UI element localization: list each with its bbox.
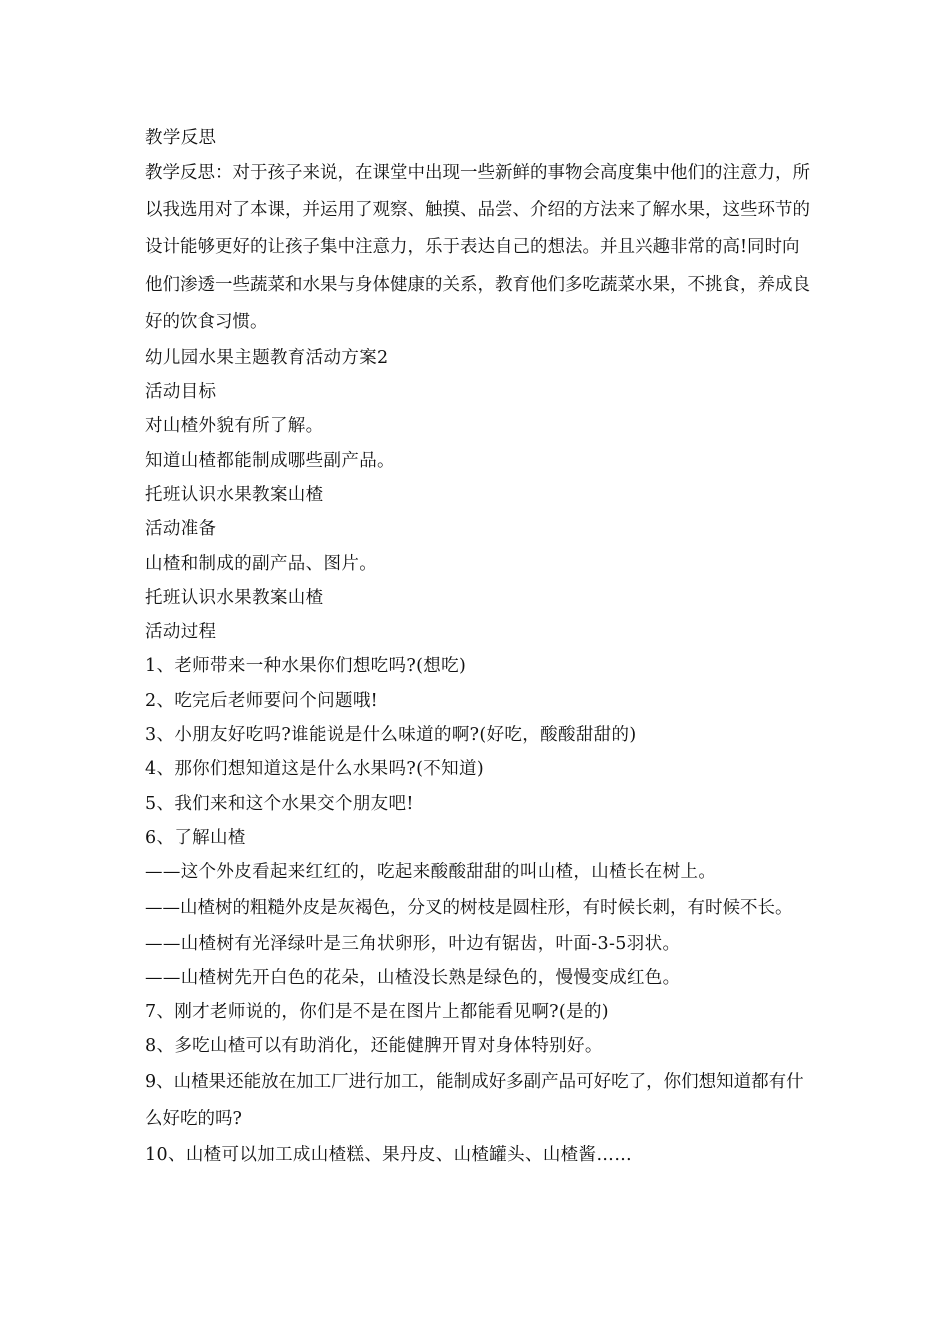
process-step: 1、老师带来一种水果你们想吃吗?(想吃) (145, 656, 467, 677)
process-step: 7、刚才老师说的，你们是不是在图片上都能看见啊?(是的) (145, 1002, 609, 1023)
reflection-heading: 教学反思 (145, 128, 217, 148)
dash-item: ——山楂树的粗糙外皮是灰褐色，分叉的树枝是圆柱形，有时候长刺，有时候不长。 (145, 897, 793, 918)
dash-item: ——山楂树有光泽绿叶是三角状卵形，叶边有锯齿，叶面-3-5羽状。 (145, 933, 681, 954)
lesson-subtitle: 托班认识水果教案山楂 (145, 587, 324, 608)
goal-item: 知道山楂都能制成哪些副产品。 (145, 450, 395, 471)
dash-item: ——这个外皮看起来红红的，吃起来酸酸甜甜的叫山楂，山楂长在树上。 (145, 862, 717, 883)
process-step: 10、山楂可以加工成山楂糕、果丹皮、山楂罐头、山楂酱…… (145, 1144, 633, 1165)
reflection-paragraph: 教学反思：对于孩子来说，在课堂中出现一些新鲜的事物会高度集中他们的注意力，所以我选用对了本课，并运用了观察、触摸、品尝、介绍的方法来了解水果，这些环节的设计能够更好的让孩子集中注意力，乐于表达自己的想法。并且兴趣非常的高!同时向他们渗透一些蔬菜和水果与身体健康的关系，教育他们多吃蔬菜水果，不挑食，养成良好的饮食习惯。 (145, 163, 810, 332)
document-body (145, 121, 810, 1172)
process-step: 2、吃完后老师要问个问题哦! (145, 690, 379, 711)
process-step: 6、了解山楂 (145, 827, 246, 848)
dash-item: ——山楂树先开白色的花朵，山楂没长熟是绿色的，慢慢变成红色。 (145, 967, 681, 988)
process-step: 3、小朋友好吃吗?谁能说是什么味道的啊?(好吃，酸酸甜甜的) (145, 725, 637, 746)
plan-title: 幼儿园水果主题教育活动方案2 (145, 347, 389, 368)
goal-heading: 活动目标 (145, 382, 217, 403)
prep-heading: 活动准备 (145, 519, 217, 540)
goal-item: 对山楂外貌有所了解。 (145, 416, 324, 437)
process-step: 8、多吃山楂可以有助消化，还能健脾开胃对身体特别好。 (145, 1036, 603, 1057)
process-step: 5、我们来和这个水果交个朋友吧! (145, 793, 414, 814)
lesson-subtitle: 托班认识水果教案山楂 (145, 484, 324, 505)
process-heading: 活动过程 (145, 622, 217, 643)
prep-item: 山楂和制成的副产品、图片。 (145, 553, 378, 574)
process-step: 9、山楂果还能放在加工厂进行加工，能制成好多副产品可好吃了，你们想知道都有什么好吃的吗? (145, 1071, 804, 1129)
process-step: 4、那你们想知道这是什么水果吗?(不知道) (145, 759, 485, 780)
